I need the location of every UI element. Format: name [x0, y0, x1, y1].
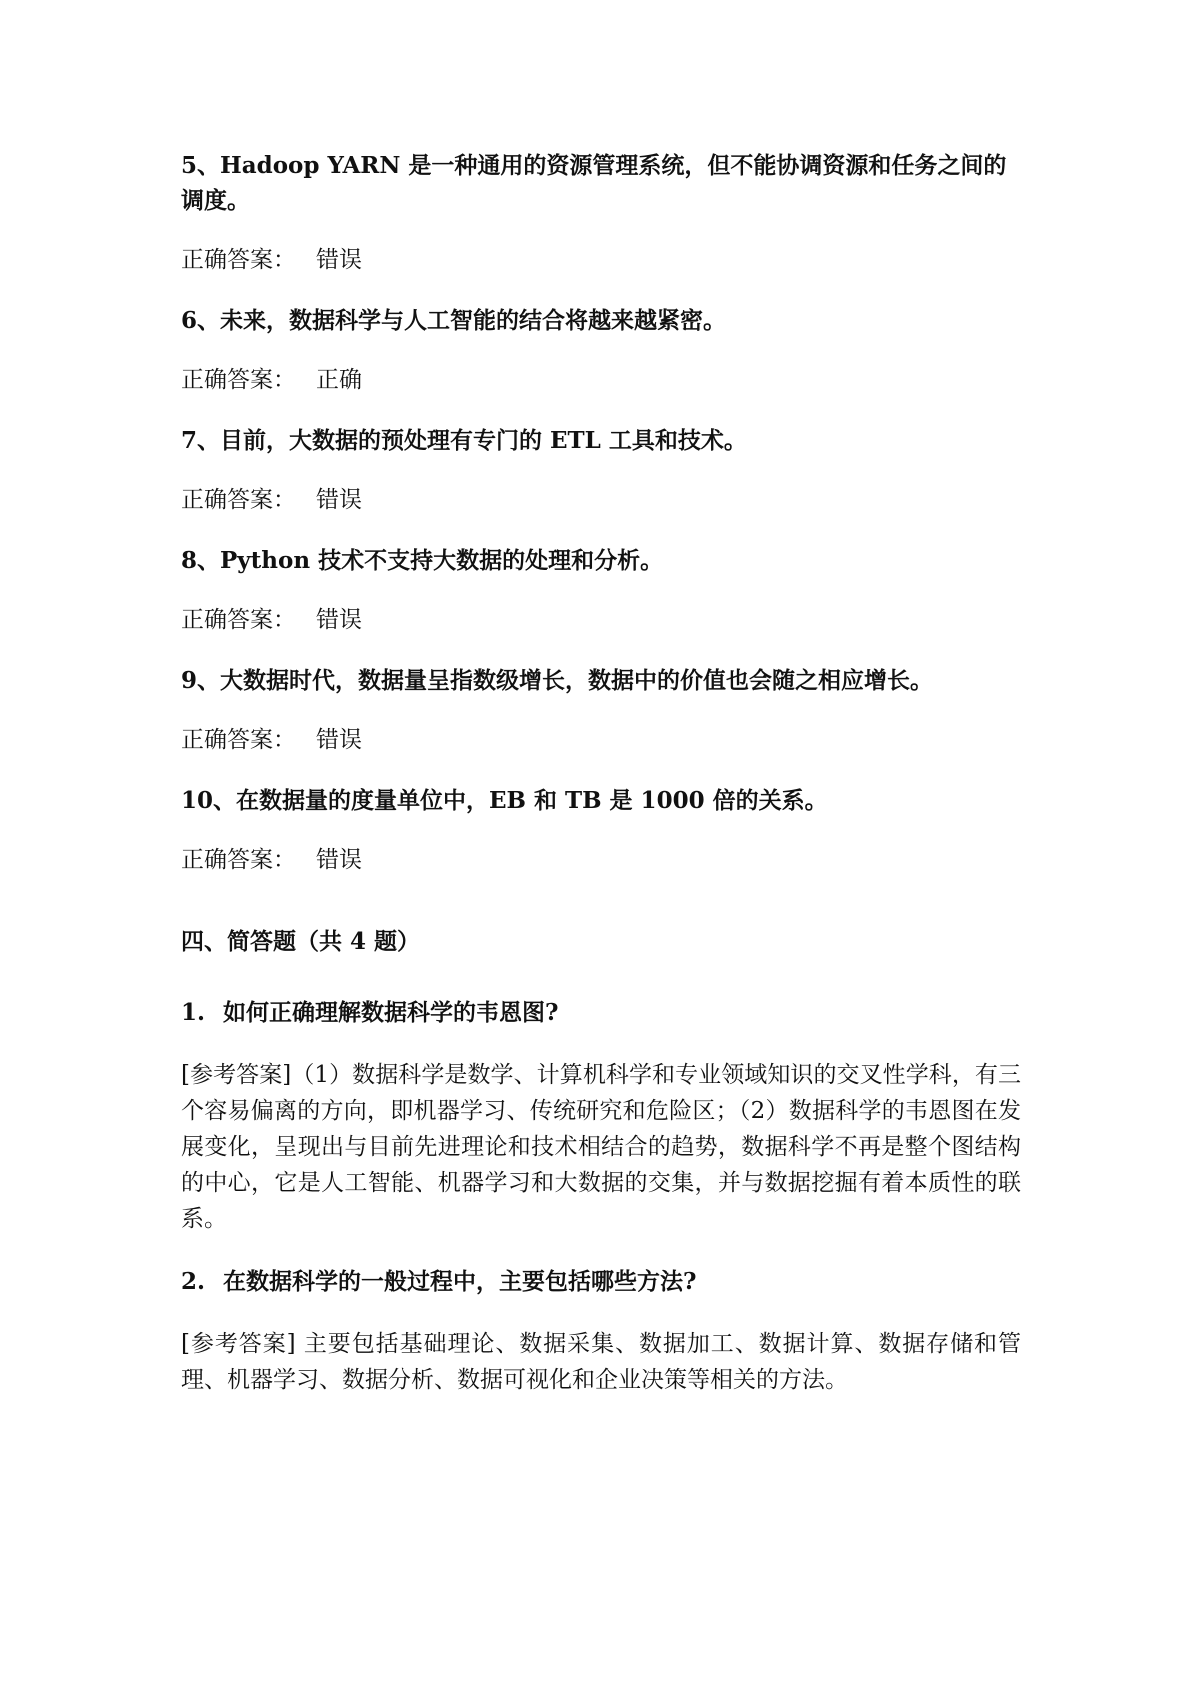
tf-answer-7	[181, 483, 1021, 518]
answer-value: 错误	[316, 847, 362, 873]
question-text: 如何正确理解数据科学的韦恩图?	[223, 999, 559, 1026]
answer-label: 正确答案：	[181, 607, 296, 633]
tf-answer-5	[181, 243, 1021, 278]
section-title: 四、简答题（共 4 题）	[181, 928, 421, 955]
tf-question-10: 10、在数据量的度量单位中，EB 和 TB 是 1000 倍的关系。	[181, 787, 828, 814]
document-content	[181, 148, 1021, 1425]
answer-label: 正确答案：	[181, 367, 296, 393]
answer-label: 正确答案：	[181, 727, 296, 753]
question-number: 1.	[181, 999, 206, 1026]
answer-value: 正确	[316, 367, 362, 393]
tf-answer-8	[181, 603, 1021, 638]
tf-question-7: 7、目前，大数据的预处理有专门的 ETL 工具和技术。	[181, 427, 747, 454]
tf-answer-10	[181, 843, 1021, 878]
answer-value: 错误	[316, 607, 362, 633]
tf-question-6: 6、未来，数据科学与人工智能的结合将越来越紧密。	[181, 307, 727, 334]
answer-label: 正确答案：	[181, 487, 296, 513]
answer-label: 正确答案：	[181, 847, 296, 873]
answer-value: 错误	[316, 727, 362, 753]
answer-label: 正确答案：	[181, 247, 296, 273]
short-answer-2: [参考答案] 主要包括基础理论、数据采集、数据加工、数据计算、数据存储和管理、机器学习、数据分析、数据可视化和企业决策等相关的方法。	[181, 1331, 1021, 1393]
answer-value: 错误	[316, 247, 362, 273]
answer-value: 错误	[316, 487, 362, 513]
short-question-1	[181, 995, 1021, 1030]
short-answer-1: [参考答案]（1）数据科学是数学、计算机科学和专业领域知识的交叉性学科，有三个容易偏离的方向，即机器学习、传统研究和危险区；（2）数据科学的韦恩图在发展变化，呈现出与目前先进理论和技术相结合的趋势，数据科学不再是整个图结构的中心，它是人工智能、机器学习和大数据的交集，并与数据挖掘有着本质性的联系。	[181, 1062, 1021, 1232]
short-question-2	[181, 1264, 1021, 1299]
tf-answer-9	[181, 723, 1021, 758]
question-number: 2.	[181, 1268, 206, 1295]
tf-answer-6	[181, 363, 1021, 398]
tf-question-9: 9、大数据时代，数据量呈指数级增长，数据中的价值也会随之相应增长。	[181, 667, 934, 694]
question-text: 在数据科学的一般过程中，主要包括哪些方法?	[223, 1268, 697, 1295]
tf-question-5: 5、Hadoop YARN 是一种通用的资源管理系统，但不能协调资源和任务之间的调度。	[181, 152, 1007, 214]
tf-question-8: 8、Python 技术不支持大数据的处理和分析。	[181, 547, 664, 574]
